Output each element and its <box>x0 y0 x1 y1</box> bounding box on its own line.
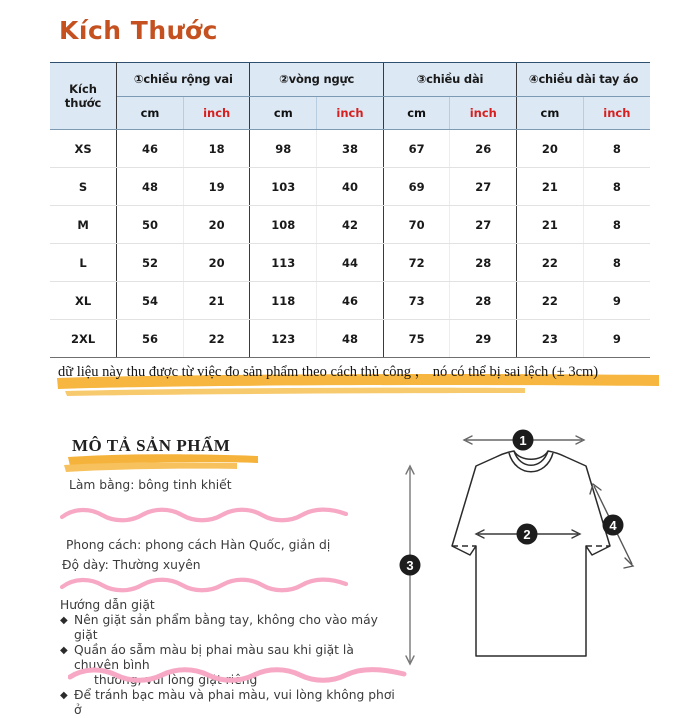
washing-instruction-item <box>60 613 400 643</box>
table-head-row-groups <box>50 63 650 97</box>
cell-value-inch: 20 <box>183 244 250 282</box>
cell-value-cm: 67 <box>383 130 450 168</box>
column-header-size: Kích thước <box>50 63 117 130</box>
cell-value-inch: 18 <box>183 130 250 168</box>
description-style: Phong cách: phong cách Hàn Quốc, giản dị <box>66 538 331 552</box>
unit-header-inch-3: inch <box>450 96 517 130</box>
table-row <box>50 320 650 358</box>
description-material: Làm bằng: bông tinh khiết <box>69 478 232 492</box>
wave-divider-icon-bottom <box>68 666 408 684</box>
cell-value-cm: 123 <box>250 320 317 358</box>
cell-value-inch: 8 <box>583 206 650 244</box>
cell-value-cm: 56 <box>117 320 184 358</box>
cell-value-inch: 28 <box>450 244 517 282</box>
cell-value-inch: 8 <box>583 168 650 206</box>
cell-value-cm: 73 <box>383 282 450 320</box>
description-thickness: Độ dày: Thường xuyên <box>62 558 201 572</box>
cell-value-inch: 29 <box>450 320 517 358</box>
washing-instruction-text: Quần áo sẫm màu bị phai màu sau khi giặt là chuyện bình <box>74 643 354 672</box>
cell-value-cm: 103 <box>250 168 317 206</box>
cell-value-cm: 69 <box>383 168 450 206</box>
tshirt-measurement-diagram <box>396 424 658 696</box>
unit-header-cm-3: cm <box>383 96 450 130</box>
table-head <box>50 63 650 130</box>
cell-value-inch: 46 <box>317 282 384 320</box>
marker-4-label: 4 <box>609 518 617 533</box>
cell-value-inch: 42 <box>317 206 384 244</box>
marker-3-label: 3 <box>406 558 414 573</box>
cell-value-cm: 108 <box>250 206 317 244</box>
cell-value-inch: 21 <box>183 282 250 320</box>
table-row <box>50 282 650 320</box>
product-description-heading: MÔ TẢ SẢN PHẨM <box>72 436 231 455</box>
column-group-sleeve-length <box>517 63 650 97</box>
tshirt-outline <box>452 451 610 656</box>
cell-size: M <box>50 206 117 244</box>
cell-value-inch: 38 <box>317 130 384 168</box>
table-row <box>50 168 650 206</box>
cell-value-cm: 52 <box>117 244 184 282</box>
collar-inner <box>514 451 548 465</box>
column-group-chest <box>250 63 383 97</box>
group-marker-4: ④ <box>528 72 539 87</box>
cell-value-inch: 40 <box>317 168 384 206</box>
cell-size: L <box>50 244 117 282</box>
marker-1-label: 1 <box>519 433 527 448</box>
cell-size: S <box>50 168 117 206</box>
unit-header-inch-1: inch <box>183 96 250 130</box>
cell-value-inch: 8 <box>583 130 650 168</box>
size-chart-table-container <box>50 62 650 358</box>
cell-value-inch: 9 <box>583 282 650 320</box>
group-marker-2: ② <box>279 72 289 87</box>
page-title: Kích Thước <box>59 16 218 45</box>
table-head-row-units <box>50 96 650 130</box>
table-row <box>50 130 650 168</box>
cell-value-inch: 9 <box>583 320 650 358</box>
cell-value-inch: 27 <box>450 206 517 244</box>
cell-value-cm: 20 <box>517 130 584 168</box>
unit-header-cm-1: cm <box>117 96 184 130</box>
cell-value-inch: 48 <box>317 320 384 358</box>
group-label-1: chiều rộng vai <box>143 72 233 87</box>
cell-value-cm: 70 <box>383 206 450 244</box>
cell-value-inch: 8 <box>583 244 650 282</box>
cell-value-cm: 23 <box>517 320 584 358</box>
diamond-bullet-icon: ◆ <box>60 690 68 701</box>
size-chart-table <box>50 62 650 358</box>
table-body <box>50 130 650 358</box>
cell-value-cm: 113 <box>250 244 317 282</box>
table-row <box>50 206 650 244</box>
cell-value-cm: 75 <box>383 320 450 358</box>
group-marker-3: ③ <box>416 72 427 87</box>
cell-value-inch: 22 <box>183 320 250 358</box>
cell-value-cm: 22 <box>517 244 584 282</box>
unit-header-cm-4: cm <box>517 96 584 130</box>
group-label-3: chiều dài <box>426 72 484 87</box>
cell-size: XS <box>50 130 117 168</box>
cell-value-inch: 26 <box>450 130 517 168</box>
wave-divider-icon-top <box>60 506 350 524</box>
washing-instruction-continuation: thường, vui lòng giặt riêng <box>94 673 258 687</box>
marker-2-label: 2 <box>523 527 531 542</box>
measurement-note <box>58 362 658 402</box>
diamond-bullet-icon: ◆ <box>60 645 68 656</box>
washing-instructions <box>60 598 400 718</box>
washing-instruction-text: Để tránh bạc màu và phai màu, vui lòng không phơi ở <box>74 688 395 717</box>
wave-divider-icon-middle <box>60 576 350 594</box>
cell-value-cm: 21 <box>517 168 584 206</box>
unit-header-inch-4: inch <box>583 96 650 130</box>
cell-value-cm: 22 <box>517 282 584 320</box>
cell-value-cm: 46 <box>117 130 184 168</box>
cell-size: 2XL <box>50 320 117 358</box>
unit-header-inch-2: inch <box>317 96 384 130</box>
washing-instruction-text: Nên giặt sản phẩm bằng tay, không cho vào máy giặt <box>74 613 378 642</box>
cell-size: XL <box>50 282 117 320</box>
cell-value-cm: 72 <box>383 244 450 282</box>
cell-value-cm: 48 <box>117 168 184 206</box>
cell-value-inch: 19 <box>183 168 250 206</box>
cell-value-cm: 54 <box>117 282 184 320</box>
measurement-note-text: dữ liệu này thu được từ việc đo sản phẩm theo cách thủ công ， nó có thể bị sai lệch (± 3cm) <box>58 364 599 380</box>
cell-value-inch: 44 <box>317 244 384 282</box>
cell-value-inch: 28 <box>450 282 517 320</box>
column-group-length <box>383 63 516 97</box>
group-label-4: chiều dài tay áo <box>538 72 639 87</box>
cell-value-cm: 50 <box>117 206 184 244</box>
group-label-2: vòng ngực <box>288 72 355 87</box>
column-group-shoulder-width <box>117 63 250 97</box>
washing-instruction-item <box>60 688 400 718</box>
cell-value-cm: 118 <box>250 282 317 320</box>
diamond-bullet-icon: ◆ <box>60 615 68 626</box>
unit-header-cm-2: cm <box>250 96 317 130</box>
washing-instructions-heading: Hướng dẫn giặt <box>60 598 155 612</box>
cell-value-inch: 27 <box>450 168 517 206</box>
cell-value-cm: 98 <box>250 130 317 168</box>
cell-value-inch: 20 <box>183 206 250 244</box>
table-row <box>50 244 650 282</box>
group-marker-1: ① <box>133 72 144 87</box>
cell-value-cm: 21 <box>517 206 584 244</box>
